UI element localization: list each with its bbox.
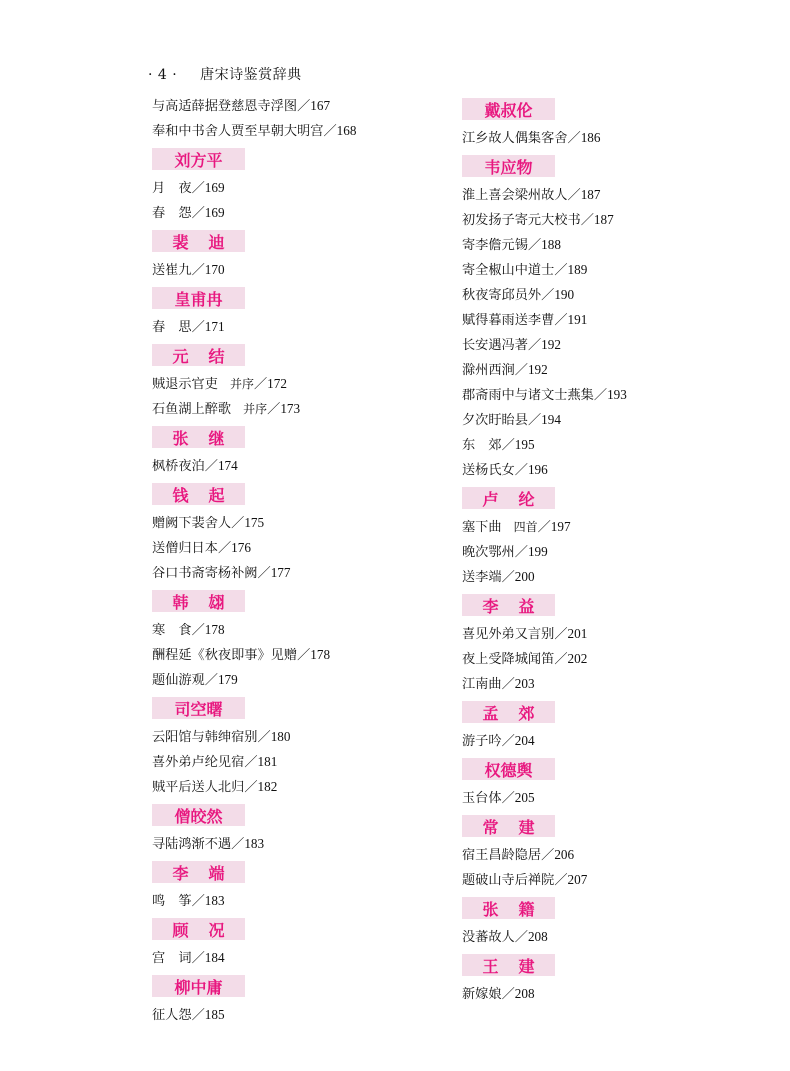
author-name: 僧皎然: [174, 806, 223, 826]
toc-entry[interactable]: [152, 200, 452, 225]
page-separator: ／: [191, 181, 205, 196]
poem-note: 并序: [229, 377, 254, 391]
page-ref: 189: [567, 262, 588, 277]
page-ref: 175: [244, 515, 265, 530]
page-ref: 201: [567, 626, 588, 641]
toc-entry[interactable]: [462, 514, 762, 539]
toc-entry[interactable]: [462, 332, 762, 357]
author-name: 李端: [172, 863, 245, 883]
page-ref: 178: [310, 647, 331, 662]
toc-entry[interactable]: [152, 175, 452, 200]
toc-entry[interactable]: [152, 118, 452, 143]
page-header: [148, 64, 302, 84]
page-ref: 208: [514, 986, 535, 1001]
page-separator: ／: [257, 566, 271, 581]
page-ref: 182: [257, 779, 278, 794]
page-ref: 208: [527, 929, 548, 944]
page-ref: 178: [204, 622, 225, 637]
author-name: 钱起: [172, 485, 245, 505]
toc-right-column: [462, 93, 762, 1006]
page-ref: 193: [607, 387, 627, 402]
page-ref: 169: [204, 205, 225, 220]
page-ref: 194: [541, 412, 561, 427]
author-heading: [462, 701, 555, 723]
poem-title: 寻陆鸿渐不遇: [152, 837, 232, 852]
page-ref: 187: [580, 187, 601, 202]
page-separator: ／: [191, 894, 205, 909]
author-heading: [152, 590, 245, 612]
page-separator: ／: [527, 413, 542, 428]
page-ref: 186: [580, 130, 601, 145]
poem-title: 石鱼湖上醉歌: [152, 402, 232, 417]
toc-entry[interactable]: [462, 924, 762, 949]
author-name: 皇甫冉: [174, 289, 223, 309]
page-separator: ／: [244, 755, 258, 770]
poem-title: 郡斋雨中与诸文士燕集: [462, 388, 594, 403]
toc-entry[interactable]: [462, 207, 762, 232]
page-separator: ／: [541, 288, 555, 303]
author-heading: [152, 697, 245, 719]
toc-entry[interactable]: [462, 257, 762, 282]
poem-title: 贼退示官吏: [152, 377, 218, 392]
author-name: 卢纶: [482, 489, 555, 509]
poem-title: 题破山寺后禅院: [462, 873, 555, 888]
toc-entry[interactable]: [462, 728, 762, 753]
author-heading: [152, 426, 245, 448]
page-ref: 173: [280, 401, 301, 416]
page-ref: 172: [267, 376, 287, 391]
author-name: 刘方平: [174, 150, 223, 170]
page-separator: ／: [501, 438, 515, 453]
toc-entry[interactable]: [152, 257, 452, 282]
toc-entry[interactable]: [462, 382, 762, 407]
poem-title: 玉台体: [462, 791, 502, 806]
page-separator: ／: [527, 238, 542, 253]
page-separator: ／: [191, 623, 205, 638]
toc-entry[interactable]: [462, 671, 762, 696]
toc-entry[interactable]: [462, 182, 762, 207]
author-heading: [152, 287, 245, 309]
toc-entry[interactable]: [462, 457, 762, 482]
toc-entry[interactable]: [152, 724, 452, 749]
poem-title: 酬程延《秋夜即事》见赠: [152, 648, 298, 663]
page-separator: ／: [501, 734, 515, 749]
poem-title: 滁州西涧: [462, 363, 515, 378]
toc-entry[interactable]: [152, 888, 452, 913]
poem-note: 四首: [513, 520, 538, 534]
author-name: 柳中庸: [174, 977, 223, 997]
page-ref: 179: [217, 672, 238, 687]
author-name: 韩翃: [172, 592, 245, 612]
page-separator: ／: [204, 673, 218, 688]
toc-entry[interactable]: [462, 307, 762, 332]
toc-entry[interactable]: [462, 407, 762, 432]
poem-title: 初发扬子寄元大校书: [462, 213, 581, 228]
page-separator: ／: [257, 730, 271, 745]
poem-title: 江南曲: [462, 677, 502, 692]
page-ref: 206: [554, 847, 575, 862]
poem-title: 送李端: [462, 570, 502, 585]
poem-title: 新嫁娘: [462, 987, 502, 1002]
toc-entry[interactable]: [462, 621, 762, 646]
author-heading: [152, 918, 245, 940]
page-separator: ／: [323, 124, 337, 139]
toc-entry[interactable]: [152, 93, 452, 118]
toc-left-column: [152, 93, 452, 1027]
poem-title: 题仙游观: [152, 673, 205, 688]
poem-title: 喜见外弟又言别: [462, 627, 555, 642]
poem-title: 夜上受降城闻笛: [462, 652, 555, 667]
poem-title: 赋得暮雨送李曹: [462, 313, 555, 328]
author-name: 张籍: [482, 899, 555, 919]
toc-entry[interactable]: [462, 282, 762, 307]
toc-entry[interactable]: [152, 510, 452, 535]
page-separator: ／: [554, 627, 568, 642]
author-name: 李益: [482, 596, 555, 616]
page-separator: ／: [191, 263, 205, 278]
toc-entry[interactable]: [462, 564, 762, 589]
page-separator: ／: [593, 388, 608, 403]
author-name: 元结: [172, 346, 245, 366]
author-name: 韦应物: [484, 157, 533, 177]
poem-title: 没蕃故人: [462, 930, 515, 945]
author-heading: [462, 98, 555, 120]
author-heading: [152, 861, 245, 883]
toc-entry[interactable]: [462, 842, 762, 867]
poem-title: 夕次盱眙县: [462, 413, 528, 428]
page-ref: 184: [204, 950, 225, 965]
poem-title: 淮上喜会梁州故人: [462, 188, 568, 203]
author-heading: [152, 975, 245, 997]
toc-entry[interactable]: [152, 667, 452, 692]
toc-entry[interactable]: [152, 396, 452, 421]
page-separator: ／: [501, 677, 515, 692]
page-ref: 176: [231, 540, 251, 555]
page-ref: 170: [204, 262, 225, 277]
page-ref: 191: [567, 312, 588, 327]
page-ref: 177: [270, 565, 291, 580]
page-ref: 205: [514, 790, 535, 805]
page-ref: 180: [270, 729, 291, 744]
toc-entry[interactable]: [152, 774, 452, 799]
author-name: 司空曙: [174, 699, 223, 719]
page-separator: ／: [554, 313, 568, 328]
poem-title: 鸣 筝: [152, 894, 192, 909]
book-title: 唐宋诗鉴赏辞典: [200, 67, 302, 83]
page-separator: ／: [191, 951, 205, 966]
toc-entry[interactable]: [462, 867, 762, 892]
toc-entry[interactable]: [462, 785, 762, 810]
page-separator: ／: [501, 987, 515, 1002]
poem-title: 征人怨: [152, 1008, 192, 1023]
page-ref: 168: [336, 123, 357, 138]
page-separator: ／: [217, 541, 232, 556]
toc-entry[interactable]: [462, 539, 762, 564]
page-separator: ／: [191, 1008, 205, 1023]
poem-title: 送崔九: [152, 263, 192, 278]
toc-entry[interactable]: [462, 232, 762, 257]
page-separator: ／: [501, 570, 515, 585]
author-name: 王建: [482, 956, 555, 976]
page-ref: 167: [310, 98, 331, 113]
toc-entry[interactable]: [152, 642, 452, 667]
author-heading: [152, 804, 245, 826]
poem-title: 寄全椒山中道士: [462, 263, 555, 278]
page-ref: 204: [514, 733, 535, 748]
author-name: 裴迪: [172, 232, 245, 252]
page-ref: 196: [527, 462, 548, 477]
page-separator: ／: [514, 930, 528, 945]
page-ref: 169: [204, 180, 225, 195]
author-name: 张继: [172, 428, 245, 448]
page-ref: 195: [514, 437, 535, 452]
page-separator: ／: [514, 463, 528, 478]
poem-title: 塞下曲: [462, 520, 502, 535]
toc-entry[interactable]: [462, 125, 762, 150]
poem-title: 游子吟: [462, 734, 502, 749]
poem-note: 并序: [243, 402, 268, 416]
toc-entry[interactable]: [152, 535, 452, 560]
page-ref: 171: [204, 319, 225, 334]
toc-entry[interactable]: [152, 560, 452, 585]
page-separator: ／: [514, 545, 528, 560]
author-heading: [462, 487, 555, 509]
toc-entry[interactable]: [462, 432, 762, 457]
author-name: 孟郊: [482, 703, 555, 723]
page-separator: ／: [191, 320, 205, 335]
page-separator: ／: [514, 363, 528, 378]
toc-entry[interactable]: [462, 646, 762, 671]
toc-entry[interactable]: [462, 357, 762, 382]
page-separator: ／: [204, 459, 218, 474]
poem-title: 宫 词: [152, 951, 192, 966]
toc-entry[interactable]: [152, 945, 452, 970]
toc-entry[interactable]: [462, 981, 762, 1006]
author-name: 常建: [482, 817, 555, 837]
poem-title: 东 郊: [462, 438, 502, 453]
page-ref: 200: [514, 569, 535, 584]
page-separator: ／: [297, 648, 311, 663]
page-separator: ／: [501, 791, 515, 806]
page-ref: 192: [541, 337, 561, 352]
poem-title: 长安遇冯著: [462, 338, 528, 353]
author-heading: [462, 758, 555, 780]
poem-title: 春 思: [152, 320, 192, 335]
author-heading: [152, 148, 245, 170]
author-heading: [462, 155, 555, 177]
page-ref: 202: [567, 651, 588, 666]
poem-title: 奉和中书舍人贾至早朝大明宫: [152, 124, 324, 139]
page-separator: ／: [527, 338, 542, 353]
poem-title: 寄李儋元锡: [462, 238, 528, 253]
page-separator: ／: [554, 652, 568, 667]
page-separator: ／: [191, 206, 205, 221]
author-heading: [462, 897, 555, 919]
toc-entry[interactable]: [152, 831, 452, 856]
poem-title: 赠阙下裴舍人: [152, 516, 232, 531]
toc-entry[interactable]: [152, 1002, 452, 1027]
toc-entry[interactable]: [152, 314, 452, 339]
page-separator: ／: [580, 213, 594, 228]
page-ref: 190: [554, 287, 575, 302]
author-name: 权德舆: [484, 760, 533, 780]
author-heading: [152, 483, 245, 505]
page-ref: 187: [593, 212, 614, 227]
author-name: 顾况: [172, 920, 245, 940]
poem-title: 与高适薛据登慈恩寺浮图: [152, 99, 298, 114]
poem-title: 晚次鄂州: [462, 545, 515, 560]
poem-title: 枫桥夜泊: [152, 459, 205, 474]
page-ref: 181: [257, 754, 278, 769]
page-separator: ／: [231, 516, 245, 531]
toc-entry[interactable]: [152, 453, 452, 478]
page-separator: ／: [537, 520, 551, 535]
poem-title: 谷口书斋寄杨补阙: [152, 566, 258, 581]
page-separator: ／: [231, 837, 245, 852]
page-ref: 203: [514, 676, 535, 691]
page-ref: 183: [244, 836, 265, 851]
page-separator: ／: [554, 263, 568, 278]
poem-title: 春 怨: [152, 206, 192, 221]
page-ref: 192: [527, 362, 548, 377]
poem-title: 贼平后送人北归: [152, 780, 245, 795]
page-ref: 199: [527, 544, 548, 559]
author-name: 戴叔伦: [484, 100, 533, 120]
page-separator: ／: [554, 873, 568, 888]
page-separator: ／: [541, 848, 555, 863]
page-separator: ／: [244, 780, 258, 795]
poem-title: 江乡故人偶集客舍: [462, 131, 568, 146]
poem-title: 月 夜: [152, 181, 192, 196]
page-ref: 188: [541, 237, 561, 252]
author-heading: [152, 230, 245, 252]
page-separator: ／: [267, 402, 281, 417]
page-separator: ／: [567, 131, 581, 146]
poem-title: 送杨氏女: [462, 463, 515, 478]
poem-title: 秋夜寄邱员外: [462, 288, 542, 303]
toc-entry[interactable]: [152, 371, 452, 396]
page-separator: ／: [253, 377, 268, 392]
poem-title: 送僧归日本: [152, 541, 218, 556]
page-ref: 183: [204, 893, 225, 908]
author-heading: [462, 954, 555, 976]
page-separator: ／: [297, 99, 311, 114]
page-ref: 207: [567, 872, 588, 887]
author-heading: [152, 344, 245, 366]
poem-title: 喜外弟卢纶见宿: [152, 755, 245, 770]
page-ref: 197: [550, 519, 571, 534]
author-heading: [462, 815, 555, 837]
toc-entry[interactable]: [152, 617, 452, 642]
page-ref: 185: [204, 1007, 225, 1022]
author-heading: [462, 594, 555, 616]
poem-title: 寒 食: [152, 623, 192, 638]
page-ref: 174: [217, 458, 238, 473]
page-number: · 4 ·: [148, 67, 178, 83]
toc-entry[interactable]: [152, 749, 452, 774]
poem-title: 宿王昌龄隐居: [462, 848, 542, 863]
page-separator: ／: [567, 188, 581, 203]
poem-title: 云阳馆与韩绅宿别: [152, 730, 258, 745]
